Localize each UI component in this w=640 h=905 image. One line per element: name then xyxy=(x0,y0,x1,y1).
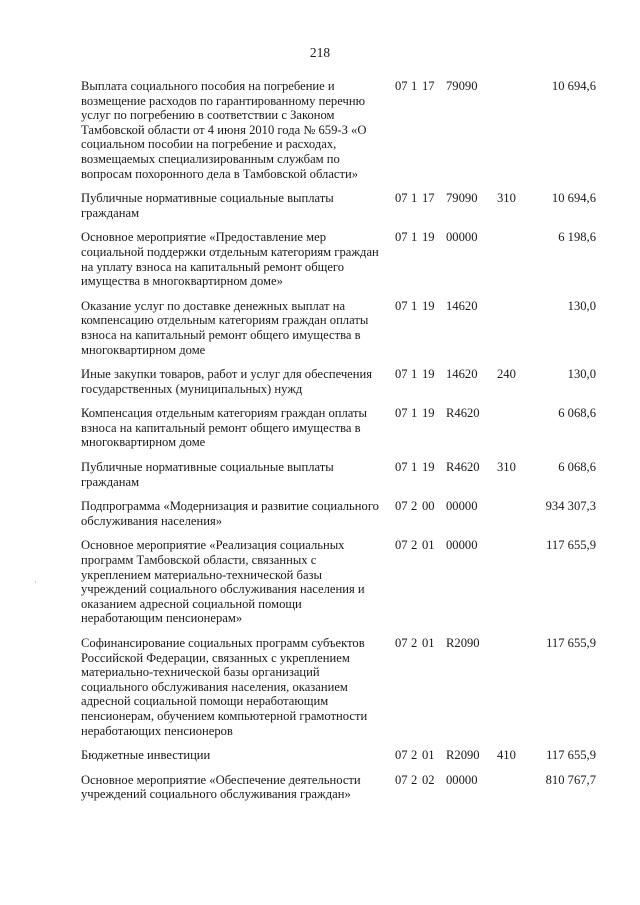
table-row xyxy=(0,299,640,357)
row-description: Иные закупки товаров, работ и услуг для обеспечения государственных (муниципальных) нужд xyxy=(81,367,373,396)
row-description: Публичные нормативные социальные выплаты гражданам xyxy=(81,460,334,489)
item-code: R4620 xyxy=(446,460,480,475)
row-description: Основное мероприятие «Реализация социальных программ Тамбовской области, связанных с укреплением материально-технической базы учреждений социального обслуживания населения и оказанием адресной социальной помощи неработающим пенсионерам» xyxy=(81,538,365,626)
subsection-code: 2 xyxy=(411,499,418,514)
program-code: 17 xyxy=(422,191,435,206)
item-code: 00000 xyxy=(446,230,478,245)
program-code: 19 xyxy=(422,406,435,421)
section-code: 07 xyxy=(395,191,408,206)
budget-table xyxy=(0,79,640,812)
row-amount: 130,0 xyxy=(567,298,596,313)
subsection-code: 1 xyxy=(411,460,418,475)
section-code: 07 xyxy=(395,538,408,553)
section-code: 07 xyxy=(395,79,408,93)
page-number: 218 xyxy=(309,45,331,60)
expense-type-code: 310 xyxy=(497,460,516,475)
subsection-code: 1 xyxy=(411,406,418,421)
row-description: Основное мероприятие «Обеспечение деятельности учреждений социального обслуживания граждан» xyxy=(81,772,361,802)
subsection-code: 2 xyxy=(411,772,418,787)
table-row xyxy=(0,406,640,450)
table-row xyxy=(0,499,640,528)
row-description: Компенсация отдельным категориям граждан оплаты взноса на капитальный ремонт общего имущества в многоквартирном доме xyxy=(81,406,368,450)
item-code: 00000 xyxy=(446,772,478,787)
row-amount: 6 068,6 xyxy=(558,406,596,421)
row-amount: 130,0 xyxy=(567,367,596,382)
item-code: 14620 xyxy=(446,367,478,382)
scan-mark: · xyxy=(34,577,37,587)
row-description: Выплата социального пособия на погребение и возмещение расходов по гарантированному перечню услуг по погребению в соответствии с Законом Тамбовской области от 4 июня 2010 года № 659-З «О социальном пособии на погребение и расходах, возмещаемых специализированным службам по вопросам похоронного дела в Тамбовской области» xyxy=(81,79,367,181)
row-amount: 934 307,3 xyxy=(545,499,596,514)
table-row xyxy=(0,79,640,181)
section-code: 07 xyxy=(395,406,408,421)
program-code: 02 xyxy=(422,772,435,787)
row-description: Оказание услуг по доставке денежных выплат на компенсацию отдельным категориям граждан оплаты взноса на капитальный ремонт общего имущества в многоквартирном доме xyxy=(81,298,369,357)
program-code: 00 xyxy=(422,499,435,514)
table-row xyxy=(0,367,640,396)
subsection-code: 1 xyxy=(411,191,418,206)
table-row xyxy=(0,748,640,763)
section-code: 07 xyxy=(395,460,408,475)
table-row xyxy=(0,538,640,626)
program-code: 01 xyxy=(422,748,435,763)
row-amount: 6 068,6 xyxy=(558,460,596,475)
item-code: R4620 xyxy=(446,406,480,421)
subsection-code: 1 xyxy=(411,230,418,245)
item-code: 14620 xyxy=(446,298,478,313)
row-amount: 117 655,9 xyxy=(546,538,596,553)
table-row xyxy=(0,191,640,220)
subsection-code: 1 xyxy=(411,367,418,382)
expense-type-code: 310 xyxy=(497,191,516,206)
subsection-code: 1 xyxy=(411,79,418,93)
program-code: 17 xyxy=(422,79,435,93)
table-row xyxy=(0,636,640,738)
program-code: 19 xyxy=(422,367,435,382)
row-amount: 117 655,9 xyxy=(546,636,596,650)
subsection-code: 1 xyxy=(411,298,418,313)
section-code: 07 xyxy=(395,499,408,514)
section-code: 07 xyxy=(395,230,408,245)
row-description: Подпрограмма «Модернизация и развитие социального обслуживания населения» xyxy=(81,499,379,528)
subsection-code: 2 xyxy=(411,538,418,553)
item-code: R2090 xyxy=(446,748,480,763)
program-code: 19 xyxy=(422,230,435,245)
row-description: Бюджетные инвестиции xyxy=(81,748,211,763)
row-amount: 10 694,6 xyxy=(551,191,596,206)
section-code: 07 xyxy=(395,772,408,787)
item-code: 79090 xyxy=(446,79,478,93)
program-code: 01 xyxy=(422,538,435,553)
section-code: 07 xyxy=(395,367,408,382)
item-code: 79090 xyxy=(446,191,478,206)
program-code: 19 xyxy=(422,460,435,475)
expense-type-code: 240 xyxy=(497,367,516,382)
subsection-code: 2 xyxy=(411,748,418,763)
table-row xyxy=(0,460,640,489)
row-amount: 6 198,6 xyxy=(558,230,596,245)
expense-type-code: 410 xyxy=(497,748,516,763)
row-description: Основное мероприятие «Предоставление мер социальной поддержки отдельным категориям граждан на уплату взноса на капитальный ремонт общего имущества в многоквартирном доме» xyxy=(81,230,379,289)
subsection-code: 2 xyxy=(411,636,418,650)
section-code: 07 xyxy=(395,636,408,650)
table-row xyxy=(0,773,640,802)
section-code: 07 xyxy=(395,748,408,763)
row-description: Публичные нормативные социальные выплаты гражданам xyxy=(81,191,334,220)
item-code: 00000 xyxy=(446,499,478,514)
row-amount: 810 767,7 xyxy=(545,772,596,787)
item-code: 00000 xyxy=(446,538,478,553)
program-code: 01 xyxy=(422,636,435,650)
row-description: Софинансирование социальных программ субъектов Российской Федерации, связанных с укреплением материально-технической базы организаций социального обслуживания населения, оказанием адресной социальной помощи неработающим пенсионерам, обучением компьютерной грамотности неработающих пенсионеров xyxy=(81,636,368,738)
item-code: R2090 xyxy=(446,636,480,650)
row-amount: 10 694,6 xyxy=(551,79,596,93)
program-code: 19 xyxy=(422,298,435,313)
row-amount: 117 655,9 xyxy=(546,748,596,763)
table-row xyxy=(0,230,640,288)
section-code: 07 xyxy=(395,298,408,313)
